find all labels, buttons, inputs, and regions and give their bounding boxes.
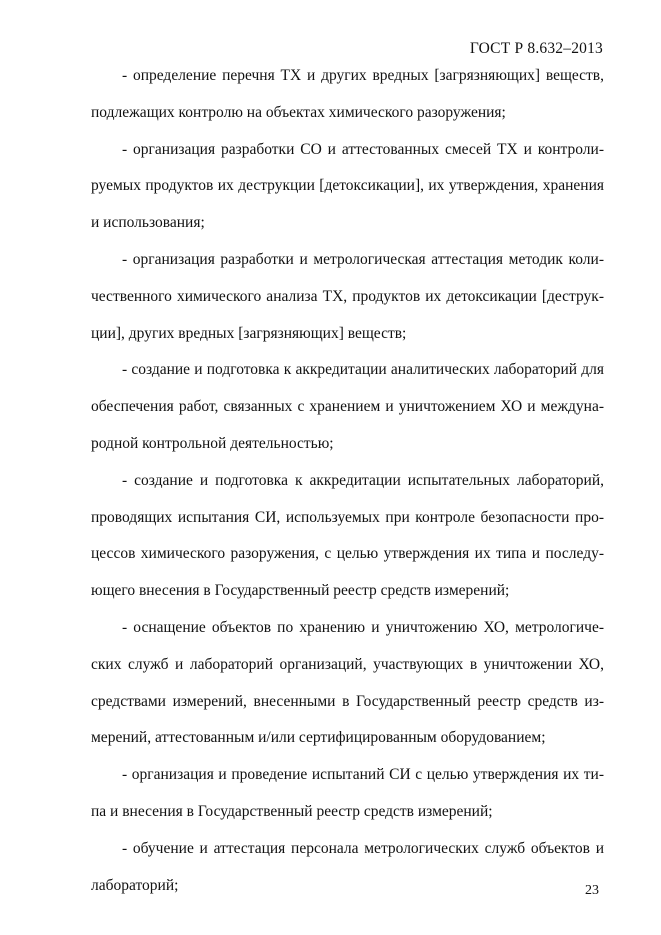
list-item-line: проводящих испытания СИ, используемых при контроле безопасности про- — [91, 508, 604, 526]
list-item-line: руемых продуктов их деструкции [детоксикации], их утверждения, хранения — [91, 177, 604, 195]
document-code-header: ГОСТ Р 8.632–2013 — [469, 40, 603, 57]
list-item-line: ских служб и лабораторий организаций, участвующих в уничтожении ХО, — [91, 655, 604, 673]
list-item-line: чественного химического анализа ТХ, продуктов их детоксикации [деструк- — [91, 287, 604, 305]
list-item-line: подлежащих контролю на объектах химического разоружения; — [91, 103, 506, 121]
list-item-line: родной контрольной деятельностью; — [91, 434, 334, 452]
list-item-first-line: - создание и подготовка к аккредитации испытательных лабораторий, — [122, 471, 604, 489]
list-item-first-line: - создание и подготовка к аккредитации аналитических лабораторий для — [122, 361, 604, 379]
page-number: 23 — [585, 883, 599, 898]
list-item-line: обеспечения работ, связанных с хранением и уничтожением ХО и междуна- — [91, 398, 604, 416]
list-item-first-line: - организация разработки и метрологическая аттестация методик коли- — [122, 250, 604, 268]
list-item-line: и использования; — [91, 214, 205, 232]
list-item-line: лабораторий; — [91, 876, 179, 894]
document-body — [91, 58, 604, 904]
list-item-line: па и внесения в Государственный реестр средств измерений; — [91, 802, 493, 820]
list-item-first-line: - оснащение объектов по хранению и уничтожению ХО, метрологиче- — [122, 618, 604, 636]
list-item-line: ции], других вредных [загрязняющих] веществ; — [91, 324, 407, 342]
list-item-line: мерений, аттестованным и/или сертифицированным оборудованием; — [91, 729, 546, 747]
list-item-first-line: - организация и проведение испытаний СИ с целью утверждения их ти- — [122, 766, 604, 784]
list-item-first-line: - обучение и аттестация персонала метрологических служб объектов и — [122, 839, 604, 857]
list-item-line: ющего внесения в Государственный реестр средств измерений; — [91, 582, 510, 600]
list-item-line: средствами измерений, внесенными в Государственный реестр средств из- — [91, 692, 604, 710]
list-item-first-line: - организация разработки СО и аттестованных смесей ТХ и контроли- — [122, 140, 604, 158]
list-item-line: цессов химического разоружения, с целью утверждения их типа и последу- — [91, 545, 604, 563]
list-item-first-line: - определение перечня ТХ и других вредных [загрязняющих] веществ, — [122, 67, 604, 84]
